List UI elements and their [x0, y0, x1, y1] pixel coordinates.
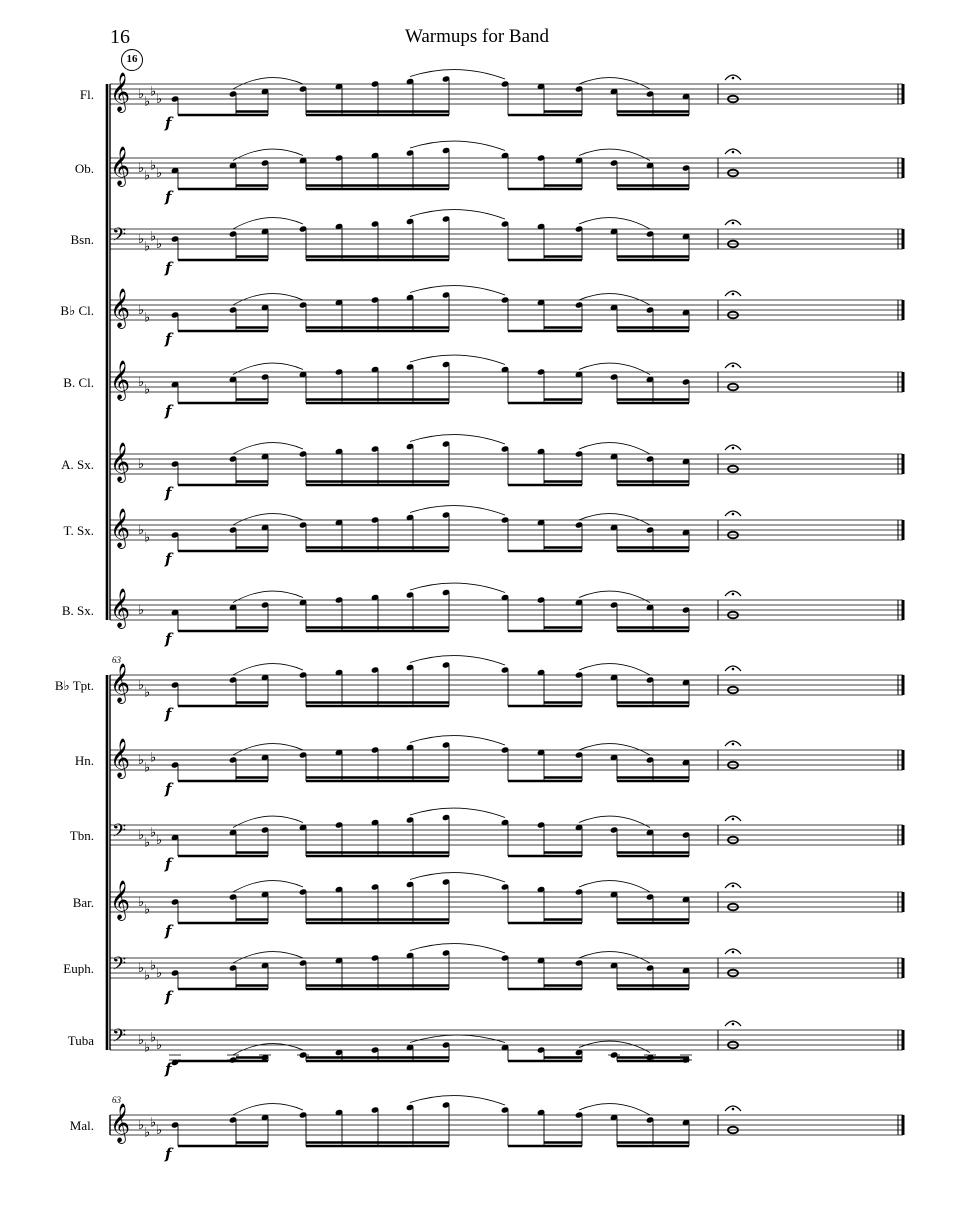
dynamic-marking: f	[165, 484, 172, 502]
instrument-label: Fl.	[79, 87, 94, 102]
slur	[233, 881, 303, 892]
slur	[579, 78, 650, 89]
flat-icon: ♭	[150, 958, 157, 974]
slur	[410, 873, 505, 882]
dynamic-marking: f	[165, 188, 172, 206]
treble-clef-icon: 𝄞	[110, 360, 131, 400]
flat-icon: ♭	[138, 303, 145, 318]
flat-icon: ♭	[138, 828, 145, 843]
dynamic-marking: f	[165, 988, 172, 1006]
slur	[410, 656, 505, 665]
flat-icon: ♭	[144, 239, 151, 255]
flat-icon: ♭	[144, 835, 151, 851]
flat-icon: ♭	[144, 94, 151, 110]
flat-icon: ♭	[144, 968, 151, 984]
flat-icon: ♭	[156, 1123, 163, 1138]
slur	[579, 294, 650, 305]
slur	[579, 816, 650, 827]
slur	[410, 808, 505, 817]
slur	[410, 944, 505, 953]
instrument-label: T. Sx.	[63, 523, 94, 538]
slur	[579, 881, 650, 892]
flat-icon: ♭	[138, 603, 145, 618]
flat-icon: ♭	[144, 1040, 151, 1056]
slur	[579, 363, 650, 374]
instrument-label: Hn.	[74, 753, 94, 768]
dynamic-marking: f	[165, 705, 172, 723]
fermata-dot	[732, 77, 735, 80]
bass-clef-icon: 𝄢	[112, 821, 127, 846]
slur	[579, 591, 650, 602]
flat-icon: ♭	[150, 1030, 157, 1046]
slur	[579, 952, 650, 963]
fermata-dot	[732, 1108, 735, 1111]
instrument-label: Bar.	[72, 895, 94, 910]
flat-icon: ♭	[138, 232, 145, 247]
instrument-label: B♭ Tpt.	[54, 678, 94, 693]
slur	[579, 744, 650, 755]
slur	[410, 506, 505, 515]
flat-icon: ♭	[156, 237, 163, 252]
dynamic-marking: f	[165, 780, 172, 798]
treble-clef-icon: 𝄞	[110, 146, 131, 186]
instrument-label: Euph.	[63, 961, 94, 976]
treble-clef-icon: 𝄞	[110, 738, 131, 778]
treble-clef-icon: 𝄞	[110, 72, 131, 112]
instrument-label: Bsn.	[70, 232, 94, 247]
dynamic-marking: f	[165, 259, 172, 277]
fermata-dot	[732, 593, 735, 596]
flat-icon: ♭	[144, 760, 151, 776]
page-number: 16	[110, 26, 130, 48]
treble-clef-icon: 𝄞	[110, 1103, 131, 1143]
measure-number-brass: 63	[112, 655, 121, 665]
fermata-dot	[732, 151, 735, 154]
instrument-label: B. Cl.	[63, 375, 94, 390]
measure-number-mallets: 63	[112, 1095, 121, 1105]
slur	[233, 218, 303, 229]
dynamic-marking: f	[165, 1060, 172, 1078]
dynamic-marking: f	[165, 550, 172, 568]
flat-icon: ♭	[150, 750, 157, 766]
treble-clef-icon: 𝄞	[110, 442, 131, 482]
slur	[233, 363, 303, 374]
fermata-dot	[732, 222, 735, 225]
flat-icon: ♭	[144, 310, 151, 326]
flat-icon: ♭	[144, 902, 151, 918]
slur	[233, 149, 303, 160]
slur	[410, 141, 505, 150]
fermata-dot	[732, 818, 735, 821]
fermata-dot	[732, 447, 735, 450]
flat-icon: ♭	[150, 1115, 157, 1131]
slur	[579, 218, 650, 229]
slur	[410, 70, 505, 79]
treble-clef-icon: 𝄞	[110, 508, 131, 548]
flat-icon: ♭	[138, 753, 145, 768]
slur	[579, 1104, 650, 1115]
fermata-dot	[732, 668, 735, 671]
bass-clef-icon: 𝄢	[112, 225, 127, 250]
flat-icon: ♭	[150, 158, 157, 174]
slur	[233, 443, 303, 454]
slur	[579, 443, 650, 454]
flat-icon: ♭	[138, 161, 145, 176]
flat-icon: ♭	[138, 678, 145, 693]
instrument-label: B. Sx.	[61, 603, 94, 618]
slur	[579, 664, 650, 675]
slur	[233, 78, 303, 89]
slur	[233, 952, 303, 963]
flat-icon: ♭	[138, 961, 145, 976]
fermata-dot	[732, 951, 735, 954]
flat-icon: ♭	[144, 382, 151, 398]
fermata-dot	[732, 1023, 735, 1026]
instrument-label: A. Sx.	[61, 457, 94, 472]
slur	[233, 664, 303, 675]
instrument-label: Ob.	[74, 161, 94, 176]
flat-icon: ♭	[138, 457, 145, 472]
flat-icon: ♭	[156, 966, 163, 981]
dynamic-marking: f	[165, 1145, 172, 1163]
instrument-label: B♭ Cl.	[60, 303, 94, 318]
dynamic-marking: f	[165, 114, 172, 132]
instrument-label: Mal.	[69, 1118, 94, 1133]
flat-icon: ♭	[144, 168, 151, 184]
slur	[410, 736, 505, 745]
page-title: Warmups for Band	[404, 26, 550, 47]
flat-icon: ♭	[156, 1038, 163, 1053]
slur	[410, 286, 505, 295]
flat-icon: ♭	[156, 833, 163, 848]
slur	[233, 294, 303, 305]
flat-icon: ♭	[138, 523, 145, 538]
slur	[410, 355, 505, 364]
slur	[233, 591, 303, 602]
slur	[410, 1035, 505, 1043]
slur	[579, 149, 650, 160]
slur	[410, 1096, 505, 1105]
dynamic-marking: f	[165, 922, 172, 940]
slur	[579, 1041, 650, 1052]
fermata-dot	[732, 365, 735, 368]
flat-icon: ♭	[138, 1118, 145, 1133]
flat-icon: ♭	[144, 1125, 151, 1141]
slur	[410, 210, 505, 219]
bass-clef-icon: 𝄢	[112, 1026, 127, 1051]
instrument-label: Tbn.	[69, 828, 94, 843]
flat-icon: ♭	[144, 530, 151, 546]
dynamic-marking: f	[165, 630, 172, 648]
treble-clef-icon: 𝄞	[110, 663, 131, 703]
flat-icon: ♭	[150, 84, 157, 100]
flat-icon: ♭	[156, 166, 163, 181]
slur	[410, 583, 505, 592]
slur	[233, 514, 303, 525]
flat-icon: ♭	[150, 825, 157, 841]
treble-clef-icon: 𝄞	[110, 880, 131, 920]
slur	[410, 435, 505, 444]
dynamic-marking: f	[165, 330, 172, 348]
rehearsal-mark: 16	[121, 49, 143, 71]
flat-icon: ♭	[138, 895, 145, 910]
flat-icon: ♭	[150, 229, 157, 245]
fermata-dot	[732, 293, 735, 296]
treble-clef-icon: 𝄞	[110, 288, 131, 328]
slur	[233, 816, 303, 827]
bass-clef-icon: 𝄢	[112, 954, 127, 979]
dynamic-marking: f	[165, 402, 172, 420]
fermata-dot	[732, 513, 735, 516]
flat-icon: ♭	[138, 375, 145, 390]
slur	[233, 744, 303, 755]
flat-icon: ♭	[138, 1033, 145, 1048]
flat-icon: ♭	[156, 92, 163, 107]
flat-icon: ♭	[144, 685, 151, 701]
slur	[233, 1104, 303, 1115]
fermata-dot	[732, 885, 735, 888]
dynamic-marking: f	[165, 855, 172, 873]
instrument-label: Tuba	[67, 1033, 94, 1048]
fermata-dot	[732, 743, 735, 746]
flat-icon: ♭	[138, 87, 145, 102]
slur	[579, 514, 650, 525]
treble-clef-icon: 𝄞	[110, 588, 131, 628]
